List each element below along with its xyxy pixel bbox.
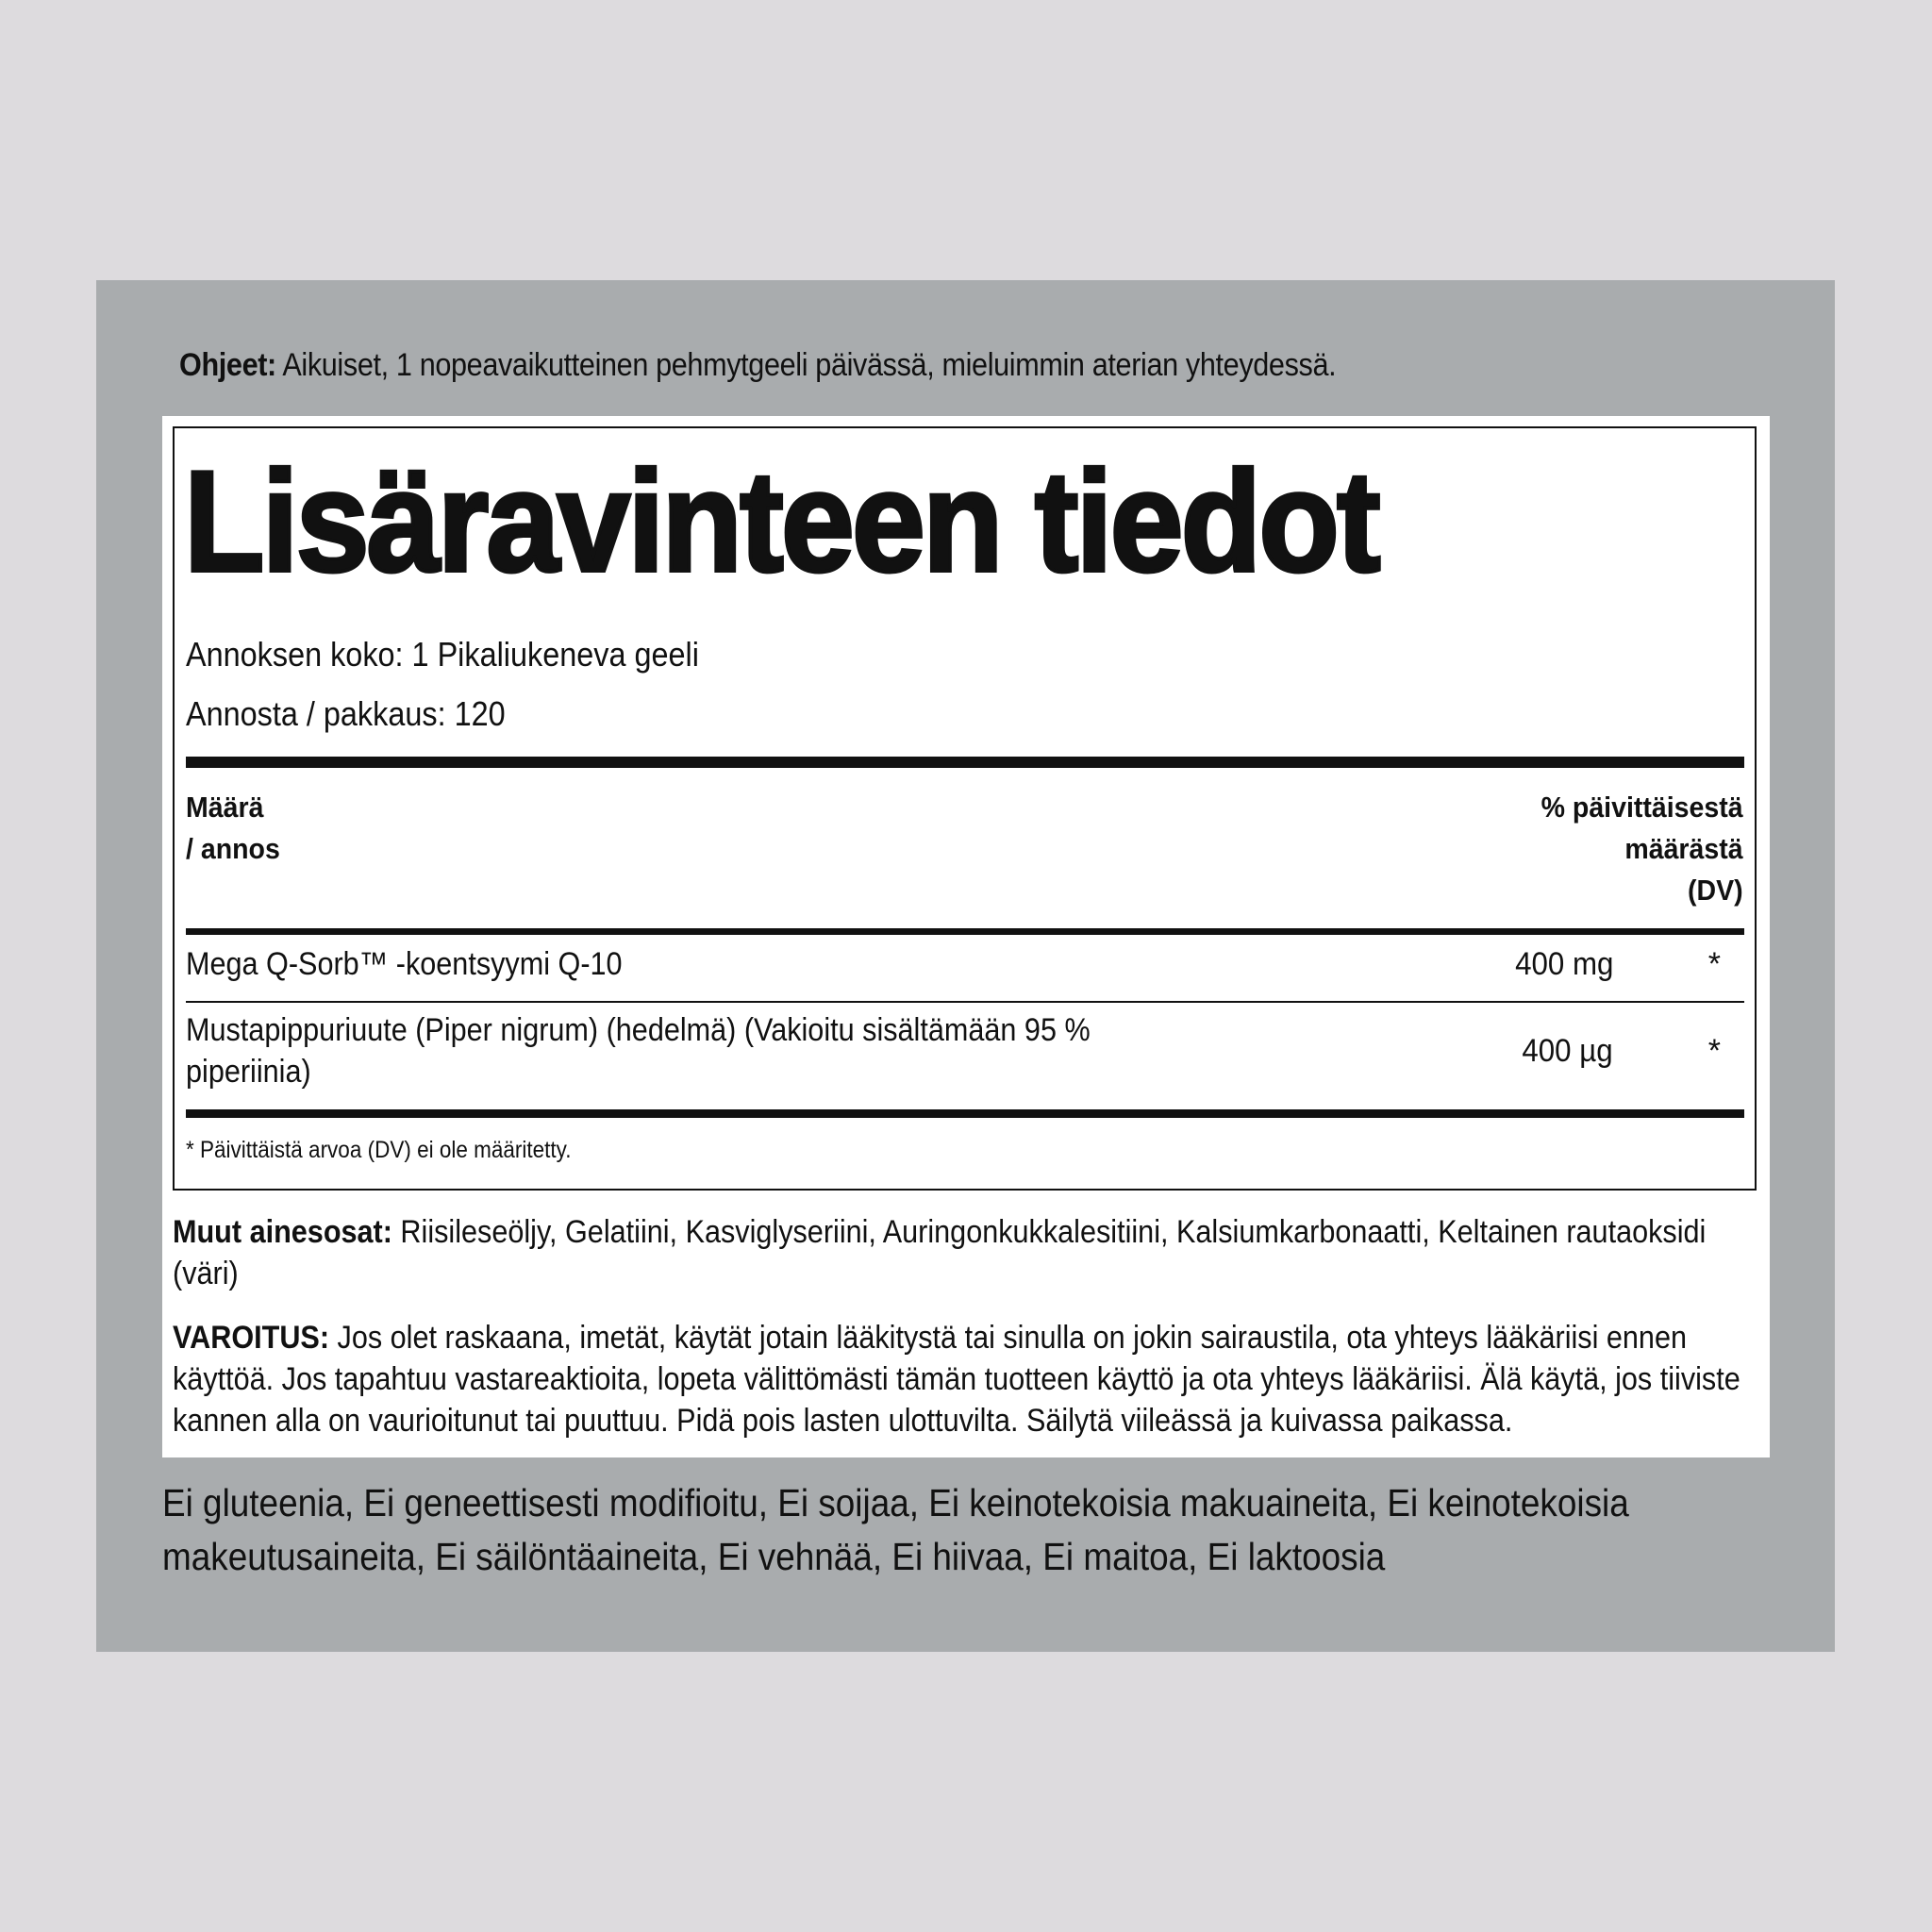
free-from-claims: Ei gluteenia, Ei geneettisesti modifioitu, Ei soijaa, Ei keinotekoisia makuaineita, Ei keinotekoisia makeutusaineita, Ei säilöntäaineita, Ei vehnää, Ei hiivaa, Ei maitoa, Ei laktoosia bbox=[162, 1481, 1629, 1578]
other-ingredients-label: Muut ainesosat: bbox=[173, 1214, 392, 1250]
warning bbox=[173, 1317, 1769, 1441]
dv-header bbox=[1541, 787, 1743, 911]
dv-header-line3: (DV) bbox=[1688, 874, 1743, 907]
serving-size: Annoksen koko: 1 Pikaliukeneva geeli bbox=[186, 635, 699, 674]
ingredient-amount: 400 mg bbox=[1514, 946, 1613, 982]
other-ingredients-text: Riisileseöljy, Gelatiini, Kasviglyseriini, Auringonkukkalesitiini, Kalsiumkarbonaatti, Keltainen rautaoksidi (väri) bbox=[173, 1214, 1707, 1291]
thick-divider-top bbox=[186, 757, 1744, 768]
thick-divider-bottom bbox=[186, 1109, 1744, 1118]
ingredient-name-line1: Mustapippuriuute (Piper nigrum) (hedelmä) (Vakioitu sisältämään 95 % bbox=[186, 1012, 1091, 1048]
ingredient-amount: 400 µg bbox=[1522, 1033, 1613, 1069]
thick-divider-header bbox=[186, 928, 1744, 935]
directions-label: Ohjeet: bbox=[179, 347, 276, 383]
warning-text: Jos olet raskaana, imetät, käytät jotain lääkitystä tai sinulla on jokin sairaustila, ota yhteys lääkäriisi ennen käyttöä. Jos tapahtuu vastareaktioita, lopeta välittömästi tämän tuotteen käyttö ja ota yhteys lääkäriisi. Älä käytä, jos tiiviste kannen alla on vaurioitunut tai puuttuu. Pidä pois lasten ulottuvilta. Säilytä viileässä ja kuivassa paikassa. bbox=[173, 1320, 1740, 1439]
row-divider bbox=[186, 1001, 1744, 1003]
directions-text: Aikuiset, 1 nopeavaikutteinen pehmytgeeli päivässä, mieluimmin aterian yhteydessä. bbox=[275, 347, 1337, 383]
amount-header-line2: / annos bbox=[186, 832, 280, 865]
ingredient-dv: * bbox=[1707, 946, 1721, 982]
other-ingredients bbox=[173, 1211, 1769, 1294]
dv-footnote: * Päivittäistä arvoa (DV) ei ole määritetty. bbox=[186, 1137, 572, 1163]
ingredient-dv: * bbox=[1707, 1033, 1721, 1069]
amount-header-line1: Määrä bbox=[186, 791, 264, 824]
ingredient-name-line2: piperiinia) bbox=[186, 1054, 311, 1090]
warning-label: VAROITUS: bbox=[173, 1320, 330, 1356]
facts-title: Lisäravinteen tiedot bbox=[184, 441, 1378, 602]
directions bbox=[179, 344, 1336, 386]
supplement-facts-box bbox=[173, 426, 1757, 1191]
dv-header-line1: % päivittäisestä bbox=[1541, 791, 1743, 824]
dv-header-line2: määrästä bbox=[1624, 832, 1743, 865]
amount-header bbox=[186, 787, 280, 870]
servings-per-container: Annosta / pakkaus: 120 bbox=[186, 694, 506, 733]
ingredient-name: Mega Q-Sorb™ -koentsyymi Q-10 bbox=[186, 946, 623, 982]
